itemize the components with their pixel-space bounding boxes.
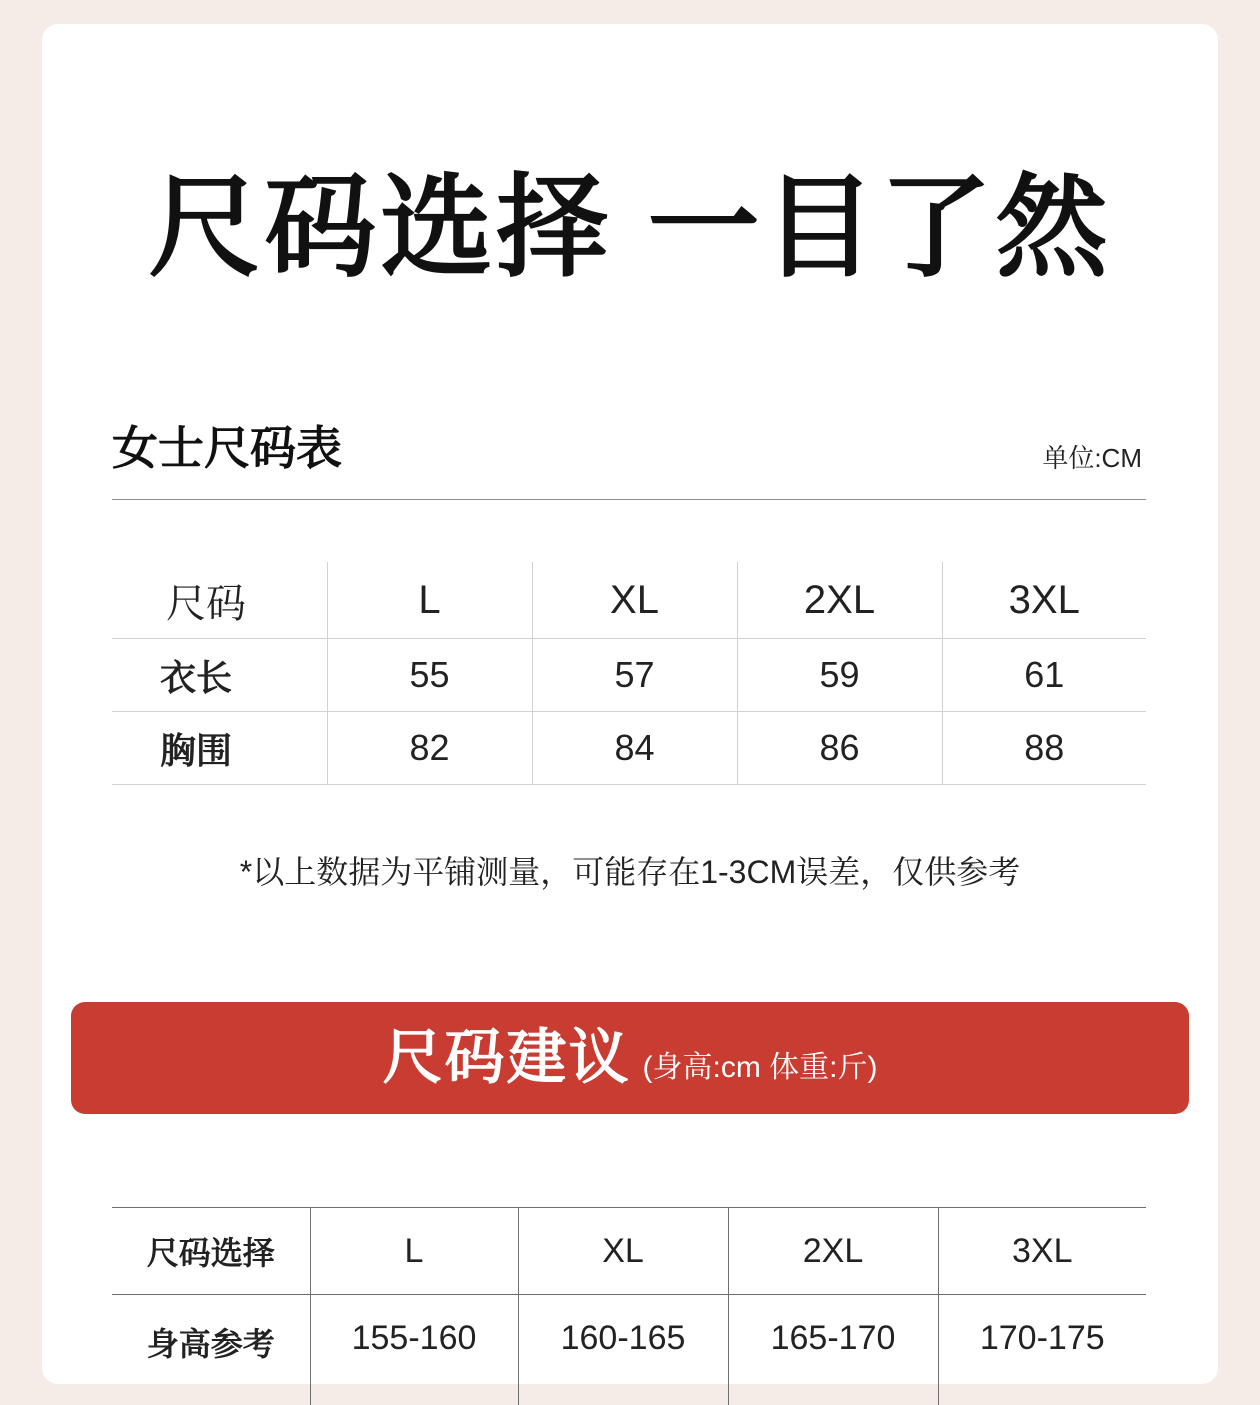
table-cell: 155-160 [310, 1295, 518, 1405]
row-label-bust: 胸围 [112, 712, 327, 785]
table-cell: 61 [942, 639, 1146, 712]
table-cell: 86 [737, 712, 942, 785]
table-cell: 170-175 [938, 1295, 1146, 1405]
section-divider [112, 499, 1146, 500]
table-cell: 59 [737, 639, 942, 712]
header-cell: 3XL [938, 1208, 1146, 1295]
table-row [112, 1295, 1146, 1405]
row-label-height: 身高参考 [112, 1295, 310, 1405]
header-cell: L [327, 562, 532, 639]
measurement-footnote: *以上数据为平铺测量，可能存在1-3CM误差，仅供参考 [0, 852, 1260, 892]
row-label-length: 衣长 [112, 639, 327, 712]
header-cell: XL [518, 1208, 728, 1295]
table-cell: 88 [942, 712, 1146, 785]
women-size-table [112, 562, 1146, 785]
banner-subtitle: (身高:cm 体重:斤) [643, 1048, 878, 1088]
header-cell: 尺码选择 [112, 1208, 310, 1295]
unit-label: 单位:CM [1042, 440, 1142, 476]
header-cell: 3XL [942, 562, 1146, 639]
table-cell: 55 [327, 639, 532, 712]
table-cell: 57 [532, 639, 737, 712]
header-cell: 2XL [728, 1208, 938, 1295]
table-row [112, 639, 1146, 712]
table-cell: 84 [532, 712, 737, 785]
header-cell: XL [532, 562, 737, 639]
table-cell: 160-165 [518, 1295, 728, 1405]
header-cell: L [310, 1208, 518, 1295]
table-cell: 165-170 [728, 1295, 938, 1405]
page-title: 尺码选择 一目了然 [0, 168, 1260, 288]
banner-title: 尺码建议 [383, 1023, 631, 1093]
table-header-row [112, 1208, 1146, 1295]
table-header-row [112, 562, 1146, 639]
size-suggestion-table [112, 1207, 1146, 1405]
table-row [112, 712, 1146, 785]
header-cell: 尺码 [112, 562, 327, 639]
table-cell: 82 [327, 712, 532, 785]
header-cell: 2XL [737, 562, 942, 639]
women-size-chart-title: 女士尺码表 [112, 420, 342, 476]
size-suggestion-banner [71, 1002, 1189, 1114]
